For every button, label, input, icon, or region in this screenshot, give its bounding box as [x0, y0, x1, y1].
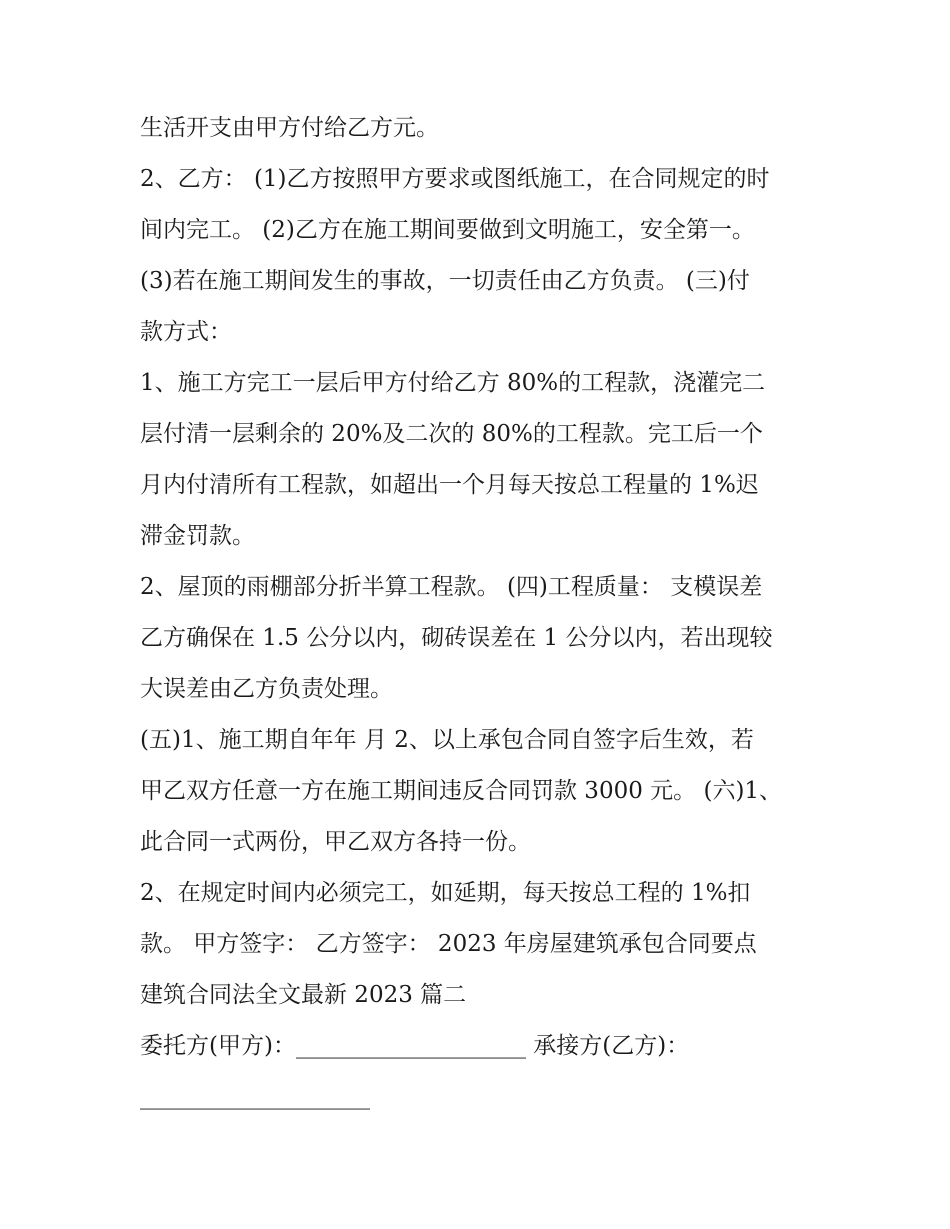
text-line: 1、施工方完工一层后甲方付给乙方 80%的工程款，浇灌完二 [140, 370, 766, 396]
text-line: 乙方确保在 1.5 公分以内，砌砖误差在 1 公分以内，若出现较 [140, 625, 773, 651]
text-line: 间内完工。 (2)乙方在施工期间要做到文明施工，安全第一。 [140, 217, 755, 243]
text-line: 层付清一层剩余的 20%及二次的 80%的工程款。完工后一个 [140, 421, 763, 447]
text-line: (五)1、施工期自年年 月 2、以上承包合同自签字后生效，若 [140, 727, 754, 753]
text-line: 2、在规定时间内必须完工，如延期，每天按总工程的 1%扣 [140, 880, 751, 906]
contractor-blank-line: ____________________ [140, 1084, 370, 1110]
text-line: 滞金罚款。 [140, 523, 255, 549]
text-line: 生活开支由甲方付给乙方元。 [140, 115, 439, 141]
client-party-line: 委托方(甲方)：____________________ 承接方(乙方)： [140, 1033, 690, 1059]
text-line: 月内付清所有工程款，如超出一个月每天按总工程量的 1%迟 [140, 472, 759, 498]
text-line: 此合同一式两份，甲乙双方各持一份。 [140, 829, 531, 855]
text-line: 款。 甲方签字： 乙方签字： 2023 年房屋建筑承包合同要点 [140, 931, 757, 957]
text-line: 大误差由乙方负责处理。 [140, 676, 393, 702]
text-line: (3)若在施工期间发生的事故，一切责任由乙方负责。 (三)付 [140, 268, 750, 294]
text-line: 甲乙双方任意一方在施工期间违反合同罚款 3000 元。 (六)1、 [140, 778, 783, 804]
document-subtitle: 建筑合同法全文最新 2023 篇二 [140, 982, 467, 1008]
text-line: 款方式： [140, 319, 232, 345]
text-line: 2、屋顶的雨棚部分折半算工程款。 (四)工程质量： 支模误差 [140, 574, 763, 600]
text-line: 2、乙方： (1)乙方按照甲方要求或图纸施工，在合同规定的时 [140, 166, 770, 192]
contract-text-body [140, 103, 820, 1123]
